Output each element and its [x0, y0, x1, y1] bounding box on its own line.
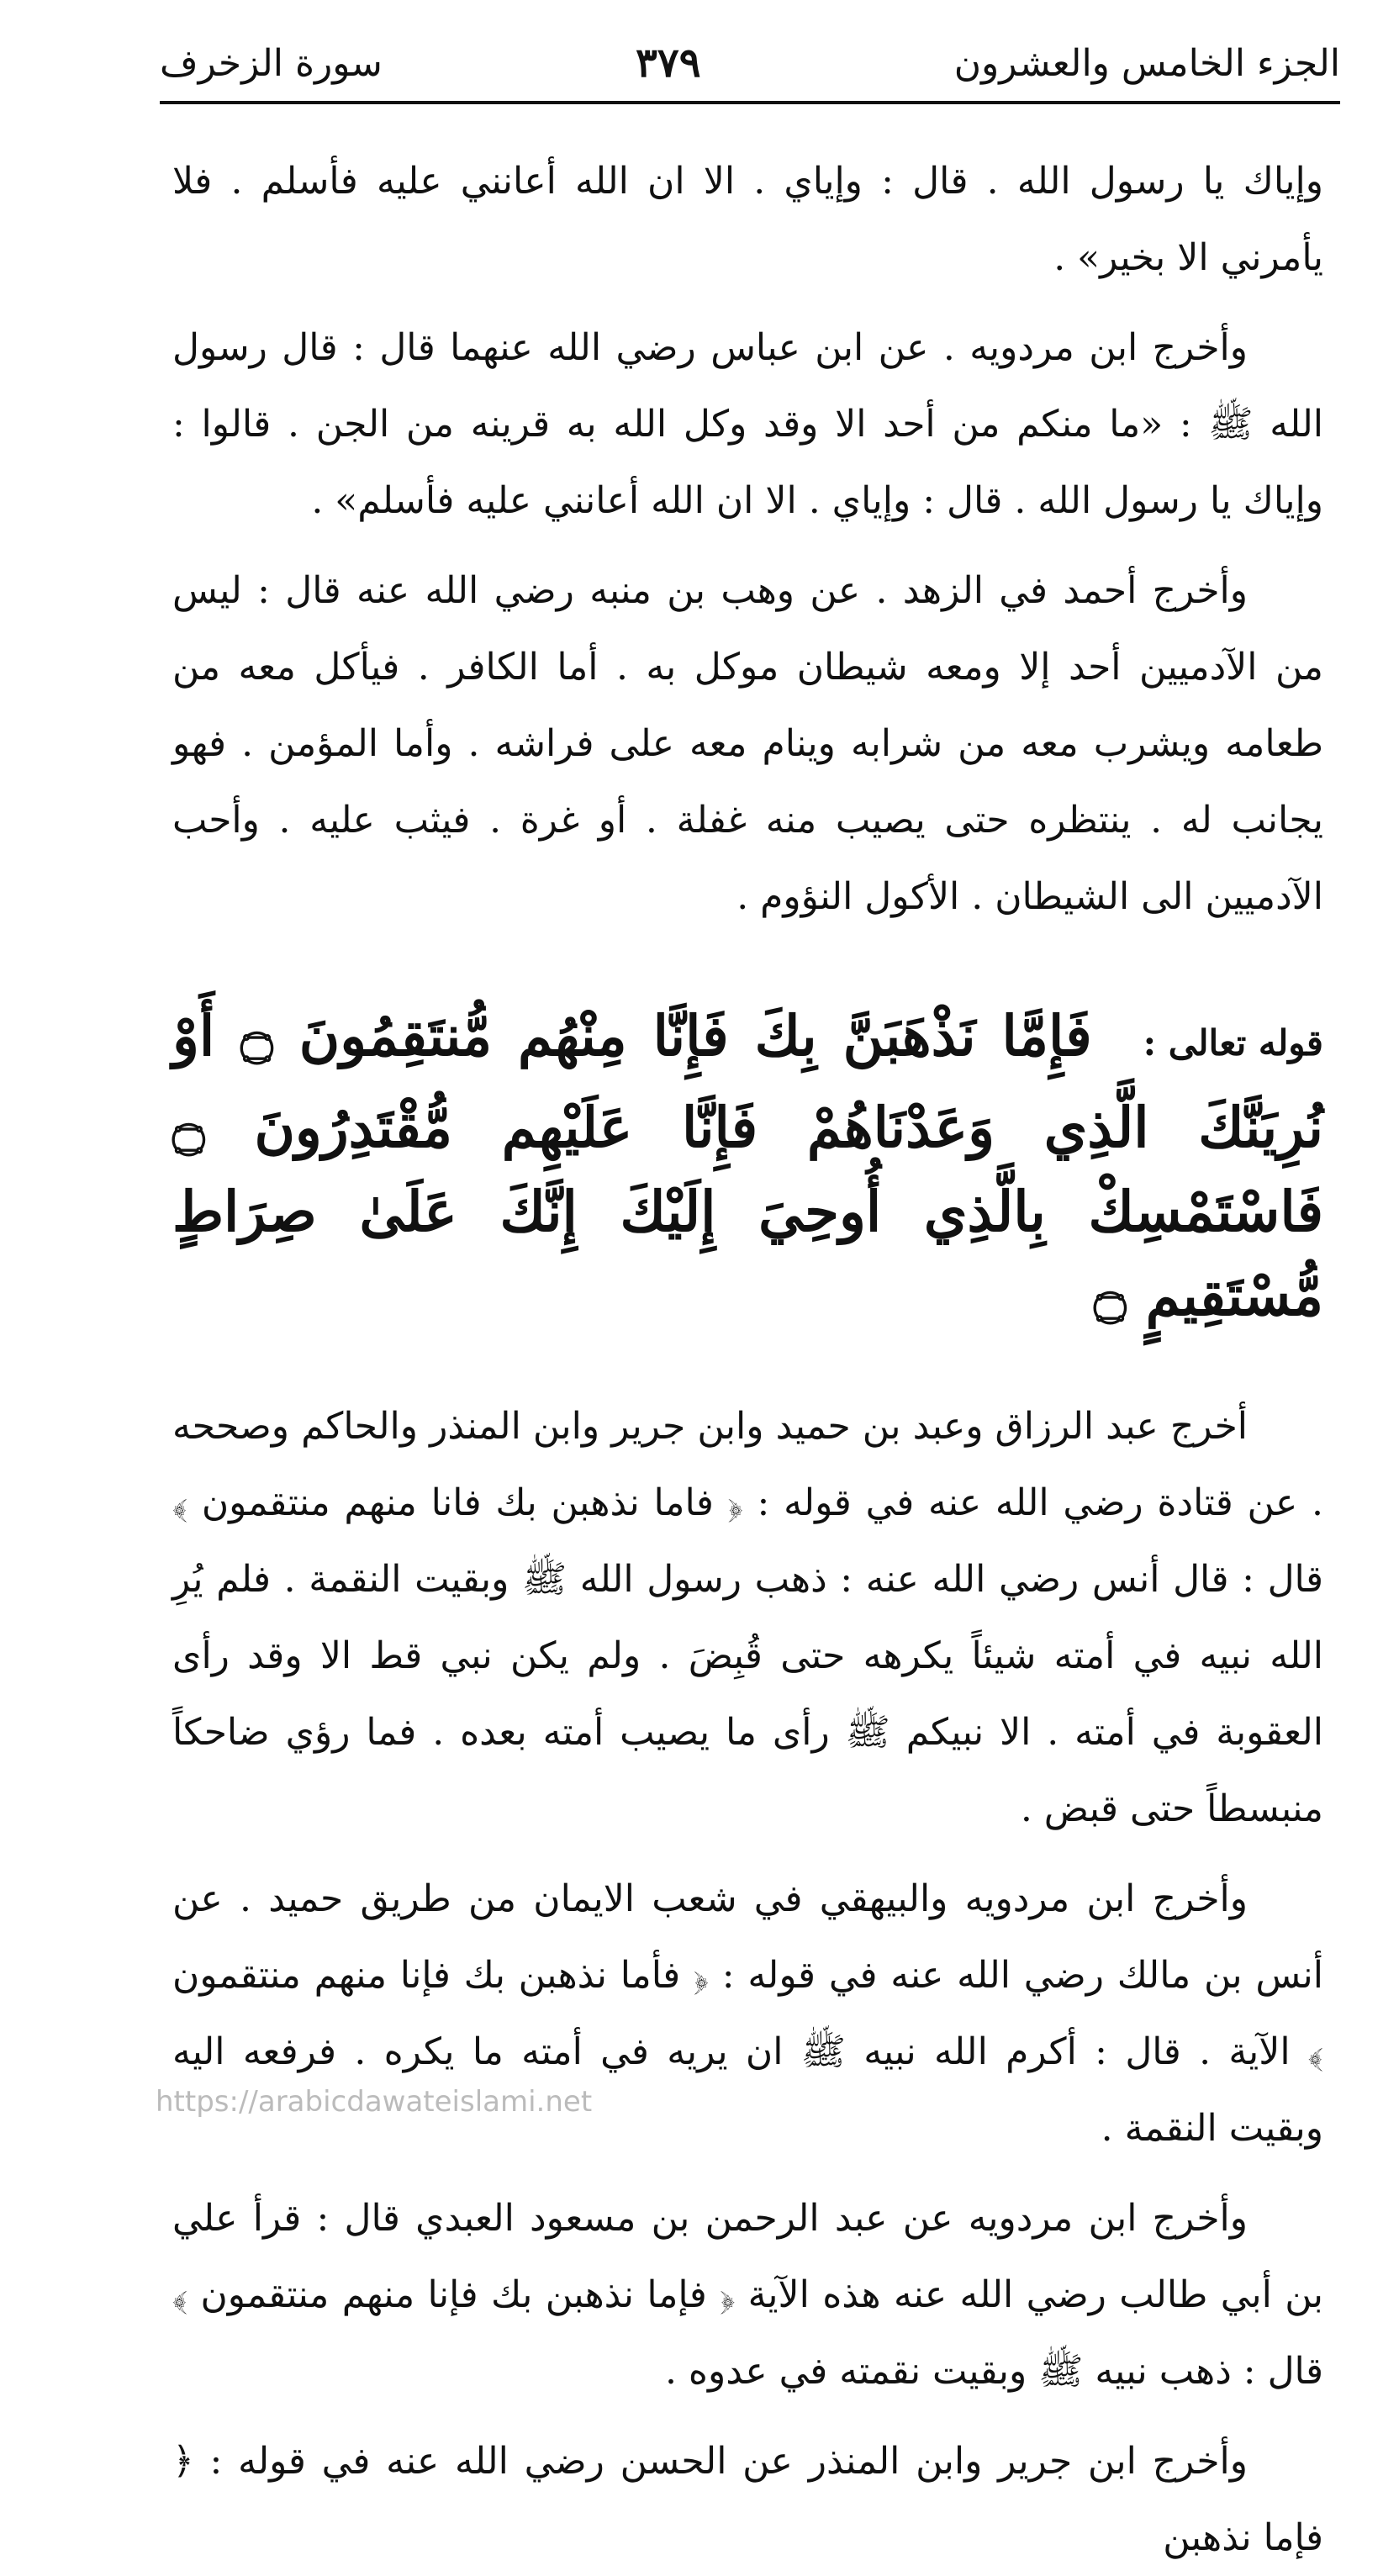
quran-verse: فَإِمَّا نَذْهَبَنَّ بِكَ فَإِنَّا مِنْهُم مُّنتَقِمُونَ ۝ أَوْ نُرِيَنَّكَ الَّذِي وَعَدْنَاهُمْ فَإِنَّا عَلَيْهِم مُّقْتَدِرُونَ ۝ فَاسْتَمْسِكْ بِالَّذِي أُوحِيَ إِلَيْكَ إِنَّكَ عَلَىٰ صِرَاطٍ مُّسْتَقِيمٍ ۝	[172, 1003, 1323, 1328]
paragraph: وإياك يا رسول الله . قال : وإياي . الا ان الله أعانني عليه فأسلم . فلا يأمرني الا بخير» .	[172, 160, 1323, 279]
quran-verse-block	[172, 994, 1323, 1338]
page-body	[172, 143, 1323, 2576]
paragraph: وأخرج ابن مردويه والبيهقي في شعب الايمان من طريق حميد . عن أنس بن مالك رضي الله عنه في قوله : ﴿ فأما نذهبن بك فإنا منهم منتقمون ﴾ الآية . قال : أكرم الله نبيه ﷺ ان يريه في أمته ما يكره . فرفعه اليه وبقيت النقمة .	[172, 1877, 1323, 2150]
part-title: الجزء الخامس والعشرون	[953, 41, 1340, 85]
paragraph: وأخرج ابن مردويه . عن ابن عباس رضي الله عنهما قال : قال رسول الله ﷺ : «ما منكم من أحد الا وقد وكل الله به قرينه من الجن . قالوا : وإياك يا رسول الله . قال : وإياي . الا ان الله أعانني عليه فأسلم» .	[172, 326, 1323, 522]
verse-intro: قوله تعالى :	[1143, 1022, 1324, 1064]
watermark-url: https://arabicdawateislami.net	[156, 2085, 593, 2119]
paragraph: وأخرج أحمد في الزهد . عن وهب بن منبه رضي الله عنه قال : ليس من الآدميين أحد إلا ومعه شيطان موكل به . أما الكافر . فيأكل معه من طعامه ويشرب معه من شرابه وينام معه على فراشه . وأما المؤمن . فهو يجانب له . ينتظره حتى يصيب منه غفلة . أو غرة . فيثب عليه . وأحب الآدميين الى الشيطان . الأكول النؤوم .	[172, 569, 1323, 918]
page-header	[160, 25, 1340, 104]
surah-title: سورة الزخرف	[160, 41, 383, 85]
page-number: ٣٧٩	[636, 40, 701, 87]
paragraph: أخرج عبد الرزاق وعبد بن حميد وابن جرير وابن المنذر والحاكم وصححه . عن قتادة رضي الله عنه في قوله : ﴿ فاما نذهبن بك فانا منهم منتقمون ﴾ قال : قال أنس رضي الله عنه : ذهب رسول الله ﷺ وبقيت النقمة . فلم يُرِ الله نبيه في أمته شيئاً يكرهه حتى قُبِضَ . ولم يكن نبي قط الا وقد رأى العقوبة في أمته . الا نبيكم ﷺ رأى ما يصيب أمته بعده . فما رؤي ضاحكاً منبسطاً حتى قبض .	[172, 1405, 1323, 1830]
paragraph: وأخرج ابن جرير وابن المنذر عن الحسن رضي الله عنه في قوله : ﴿ فإما نذهبن	[172, 2440, 1323, 2559]
paragraph: وأخرج ابن مردويه عن عبد الرحمن بن مسعود العبدي قال : قرأ علي بن أبي طالب رضي الله عنه هذه الآية ﴿ فإما نذهبن بك فإنا منهم منتقمون ﴾ قال : ذهب نبيه ﷺ وبقيت نقمته في عدوه .	[172, 2197, 1323, 2393]
